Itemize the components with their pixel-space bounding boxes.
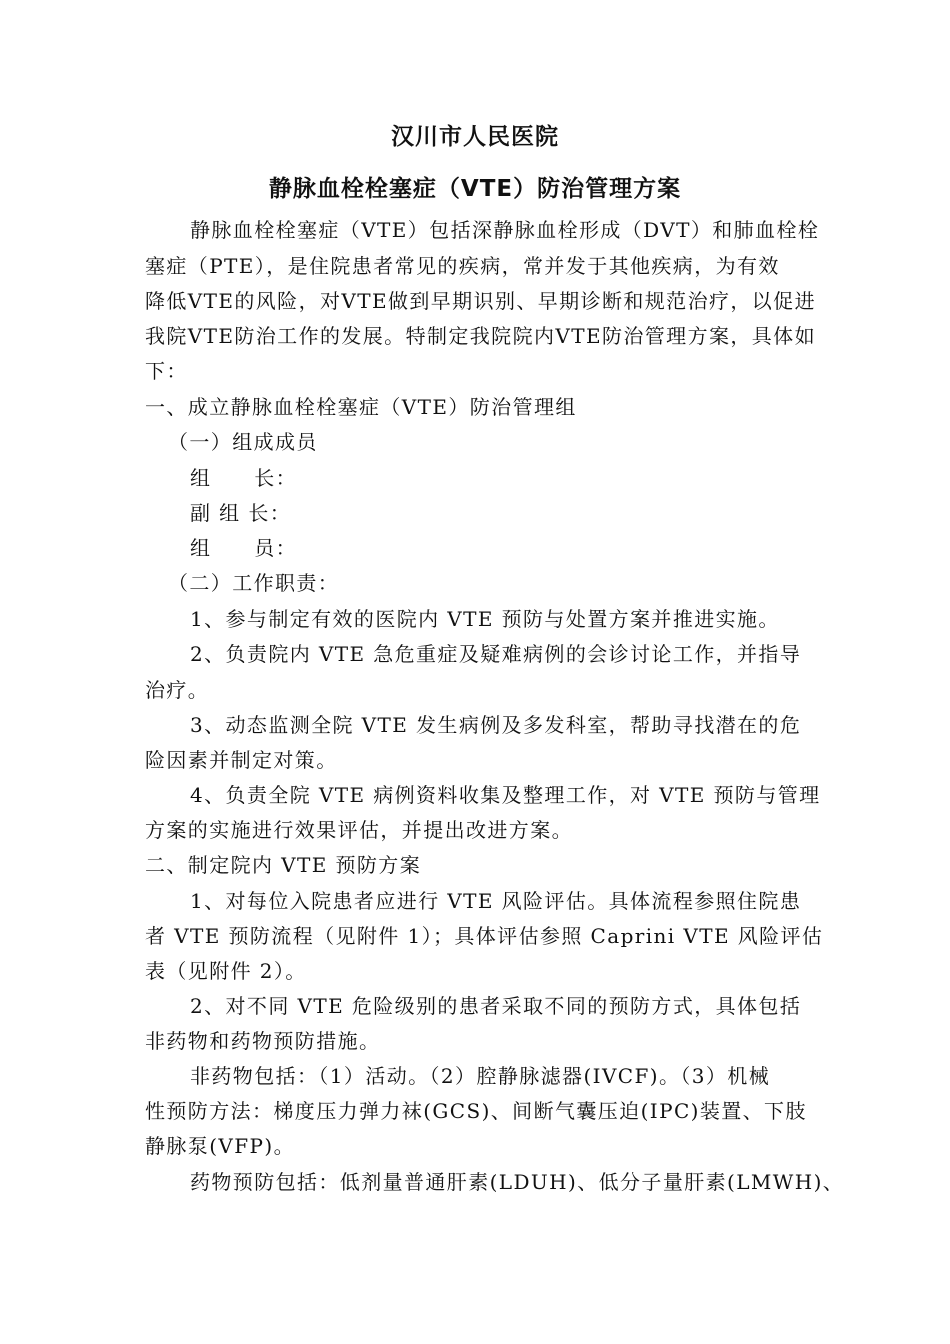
- member-line: 组 员：: [190, 536, 297, 560]
- intro-line: 我院VTE防治工作的发展。特制定我院院内VTE防治管理方案，具体如: [145, 324, 816, 348]
- hospital-title: 汉川市人民医院: [391, 124, 559, 150]
- body-line: 2、对不同 VTE 危险级别的患者采取不同的预防方式，具体包括: [190, 994, 802, 1018]
- intro-line: 静脉血栓栓塞症（VTE）包括深静脉血栓形成（DVT）和肺血栓栓: [190, 218, 820, 242]
- duty-line: 4、负责全院 VTE 病例资料收集及整理工作，对 VTE 预防与管理: [190, 783, 821, 807]
- body-line: 药物预防包括：低剂量普通肝素(LDUH)、低分子量肝素(LMWH)、: [190, 1170, 845, 1194]
- intro-line: 降低VTE的风险，对VTE做到早期识别、早期诊断和规范治疗，以促进: [145, 289, 816, 313]
- duty-line: 险因素并制定对策。: [145, 748, 338, 772]
- body-line: 1、对每位入院患者应进行 VTE 风险评估。具体流程参照住院患: [190, 889, 802, 913]
- duty-line: 2、负责院内 VTE 急危重症及疑难病例的会诊讨论工作，并指导: [190, 642, 802, 666]
- body-line: 者 VTE 预防流程（见附件 1）；具体评估参照 Caprini VTE 风险评估: [145, 924, 824, 948]
- intro-line: 塞症（PTE），是住院患者常见的疾病，常并发于其他疾病，为有效: [145, 254, 780, 278]
- duty-line: 治疗。: [145, 678, 210, 702]
- body-line: 非药物和药物预防措施。: [145, 1029, 381, 1053]
- section-heading: 一、成立静脉血栓栓塞症（VTE）防治管理组: [145, 395, 577, 419]
- duty-line: 3、动态监测全院 VTE 发生病例及多发科室，帮助寻找潜在的危: [190, 713, 802, 737]
- member-line: 副 组 长：: [190, 501, 292, 525]
- body-line: 静脉泵(VFP)。: [145, 1134, 295, 1158]
- intro-line: 下：: [145, 359, 188, 383]
- member-line: 组 长：: [190, 466, 297, 490]
- subsection-heading: （二）工作职责：: [168, 571, 340, 595]
- body-line: 表（见附件 2）。: [145, 959, 307, 983]
- duty-line: 方案的实施进行效果评估，并提出改进方案。: [145, 818, 573, 842]
- document-subtitle: 静脉血栓栓塞症（VTE）防治管理方案: [268, 176, 682, 202]
- body-line: 性预防方法：梯度压力弹力袜(GCS)、间断气囊压迫(IPC)装置、下肢: [145, 1099, 807, 1123]
- duty-line: 1、参与制定有效的医院内 VTE 预防与处置方案并推进实施。: [190, 607, 780, 631]
- section-heading: 二、制定院内 VTE 预防方案: [145, 853, 422, 877]
- body-line: 非药物包括：（1）活动。（2）腔静脉滤器(IVCF)。（3）机械: [190, 1064, 771, 1088]
- subsection-heading: （一）组成成员: [168, 430, 318, 454]
